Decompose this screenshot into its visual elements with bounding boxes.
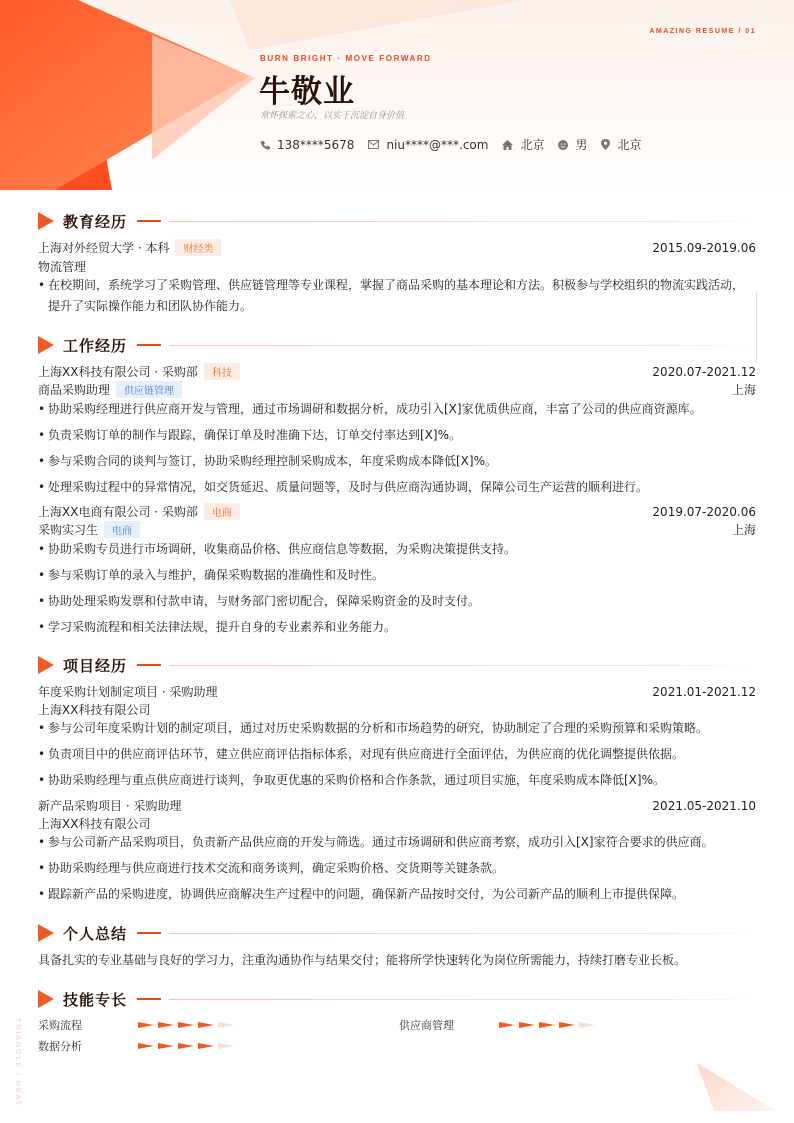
section-work xyxy=(38,335,758,355)
work-date: 2019.07-2020.06 xyxy=(652,504,756,519)
role-tag: 电商 xyxy=(104,521,140,538)
role: 商品采购助理 xyxy=(38,383,111,397)
section-triangle-icon xyxy=(38,212,54,230)
skill-flag-icon xyxy=(539,1022,555,1028)
skill-name: 采购流程 xyxy=(38,1019,82,1032)
section-project xyxy=(38,655,758,675)
skill-item xyxy=(38,1017,238,1033)
skill-flag-icon xyxy=(138,1043,154,1049)
candidate-name: 牛敬业 xyxy=(259,74,355,110)
company: 上海XX科技有限公司 · 采购部 xyxy=(38,365,198,379)
skill-name: 供应商管理 xyxy=(399,1019,454,1032)
top-tag: AMAZING RESUME / 01 xyxy=(649,28,756,35)
work-bullet: • 学习采购流程和相关法律法规，提升自身的专业素养和业务能力。 xyxy=(38,617,756,638)
section-triangle-icon xyxy=(38,656,54,674)
contact-phone xyxy=(260,138,354,152)
motto: BURN BRIGHT · MOVE FORWARD xyxy=(260,54,432,63)
side-watermark: TRIANGLE / HEAT xyxy=(14,1018,21,1107)
work-bullet: • 处理采购过程中的异常情况，如交货延迟、质量问题等，及时与供应商沟通协调，保障公司生产运营的顺利进行。 xyxy=(38,477,756,498)
project-date: 2021.05-2021.10 xyxy=(652,798,756,813)
project-bullet: • 协助采购经理与重点供应商进行谈判，争取更优惠的采购价格和合作条款，通过项目实施，年度采购成本降低[X]%。 xyxy=(38,770,756,791)
gender-text: 男 xyxy=(575,138,588,152)
work-location: 上海 xyxy=(731,523,756,537)
project-org-row xyxy=(38,701,756,718)
project-title: 年度采购计划制定项目 · 采购助理 xyxy=(38,685,218,699)
work-bullet: • 协助采购专员进行市场调研，收集商品价格、供应商信息等数据，为采购决策提供支持。 xyxy=(38,539,756,560)
section-triangle-icon xyxy=(38,336,54,354)
skill-flag-icon xyxy=(198,1043,214,1049)
project-org-row xyxy=(38,815,756,832)
project-title-row xyxy=(38,683,756,700)
work-location: 上海 xyxy=(731,383,756,397)
skill-flag-icon xyxy=(158,1022,174,1028)
skill-flag-icon xyxy=(198,1022,214,1028)
project-date: 2021.01-2021.12 xyxy=(652,684,756,699)
project-title: 新产品采购项目 · 采购助理 xyxy=(38,799,182,813)
work-company-row xyxy=(38,363,756,380)
skill-item xyxy=(38,1038,238,1054)
skill-flag-icon xyxy=(218,1022,234,1028)
slogan: 常怀探索之心，以实干沉淀自身价值 xyxy=(260,111,405,121)
work-bullet: • 协助处理采购发票和付款申请，与财务部门密切配合，保障采购资金的及时支付。 xyxy=(38,591,756,612)
work-company-row xyxy=(38,503,756,520)
project-title-row xyxy=(38,797,756,814)
skill-flag-icon xyxy=(178,1043,194,1049)
skill-flag-icon xyxy=(519,1022,535,1028)
section-summary xyxy=(38,923,758,943)
location-text: 北京 xyxy=(617,138,642,152)
company-tag: 科技 xyxy=(204,363,240,380)
contact-email xyxy=(368,138,488,152)
company-tag: 电商 xyxy=(204,503,240,520)
project-bullet: • 协助采购经理与供应商进行技术交流和商务谈判，确定采购价格、交货期等关键条款。 xyxy=(38,858,756,879)
section-title: 工作经历 xyxy=(63,336,128,355)
contact-gender xyxy=(558,136,587,153)
school-tag: 财经类 xyxy=(175,239,221,256)
section-triangle-icon xyxy=(38,924,54,942)
phone-icon xyxy=(260,140,270,150)
skill-flag-icon xyxy=(579,1022,595,1028)
project-org: 上海XX科技有限公司 xyxy=(38,817,151,831)
education-bullet: • 在校期间，系统学习了采购管理、供应链管理等专业课程，掌握了商品采购的基本理论和方法。积极参与学校组织的物流实践活动， 提升了实际操作能力和团队协作能力。 xyxy=(38,275,756,317)
project-bullet: • 负责项目中的供应商评估环节，建立供应商评估指标体系，对现有供应商进行全面评估，为供应商的优化调整提供依据。 xyxy=(38,744,756,765)
email-text: niu****@***.com xyxy=(386,137,489,152)
section-education xyxy=(38,211,758,231)
section-title: 个人总结 xyxy=(63,924,128,943)
work-bullet: • 参与采购合同的谈判与签订，协助采购经理控制采购成本，年度采购成本降低[X]%。 xyxy=(38,451,756,472)
skill-level xyxy=(499,1022,599,1028)
education-major-row xyxy=(38,258,756,275)
summary-text: 具备扎实的专业基础与良好的学习力，注重沟通协作与结果交付；能将所学快速转化为岗位所需能力，持续打磨专业长板。 xyxy=(38,953,687,967)
work-bullet: • 参与采购订单的录入与维护，确保采购数据的准确性和及时性。 xyxy=(38,565,756,586)
skill-flag-icon xyxy=(559,1022,575,1028)
education-date: 2015.09-2019.06 xyxy=(652,240,756,255)
location-icon xyxy=(601,139,610,150)
home-text: 北京 xyxy=(520,138,545,152)
project-bullet: • 参与公司新产品采购项目，负责新产品供应商的开发与筛选。通过市场调研和供应商考察，成功引入[X]家符合要求的供应商。 xyxy=(38,832,756,853)
skill-flag-icon xyxy=(138,1022,154,1028)
phone-text: 138****5678 xyxy=(277,137,355,152)
contact-location xyxy=(601,136,641,153)
work-role-row xyxy=(38,521,756,538)
school-name: 上海对外经贸大学 · 本科 xyxy=(38,241,170,255)
mail-icon xyxy=(368,140,379,149)
work-role-row xyxy=(38,381,756,398)
work-bullet: • 负责采购订单的制作与跟踪，确保订单及时准确下达，订单交付率达到[X]%。 xyxy=(38,425,756,446)
project-bullet: • 跟踪新产品的采购进度，协调供应商解决生产过程中的问题，确保新产品按时交付，为公司新产品的顺利上市提供保障。 xyxy=(38,884,756,905)
contact-home xyxy=(502,136,544,153)
section-title: 项目经历 xyxy=(63,656,128,675)
work-date: 2020.07-2021.12 xyxy=(652,364,756,379)
skill-level xyxy=(138,1043,238,1049)
project-bullet: • 参与公司年度采购计划的制定项目，通过对历史采购数据的分析和市场趋势的研究，协助制定了合理的采购预算和采购策略。 xyxy=(38,718,756,739)
skill-flag-icon xyxy=(178,1022,194,1028)
role: 采购实习生 xyxy=(38,523,99,537)
contact-bar xyxy=(260,136,656,153)
section-title: 教育经历 xyxy=(63,212,128,231)
skill-name: 数据分析 xyxy=(38,1040,82,1053)
face-icon xyxy=(558,140,568,150)
section-title: 技能专长 xyxy=(63,990,128,1009)
role-tag: 供应链管理 xyxy=(116,381,182,398)
home-icon xyxy=(502,140,513,150)
skill-flag-icon xyxy=(218,1043,234,1049)
skill-level xyxy=(138,1022,238,1028)
section-skills xyxy=(38,989,758,1009)
skill-flag-icon xyxy=(158,1043,174,1049)
work-bullet: • 协助采购经理进行供应商开发与管理，通过市场调研和数据分析，成功引入[X]家优质供应商，丰富了公司的供应商资源库。 xyxy=(38,399,756,420)
education-row xyxy=(38,239,756,256)
section-triangle-icon xyxy=(38,990,54,1008)
company: 上海XX电商有限公司 · 采购部 xyxy=(38,505,198,519)
skill-flag-icon xyxy=(499,1022,515,1028)
skill-item xyxy=(399,1017,599,1033)
major: 物流管理 xyxy=(38,260,87,274)
project-org: 上海XX科技有限公司 xyxy=(38,703,151,717)
